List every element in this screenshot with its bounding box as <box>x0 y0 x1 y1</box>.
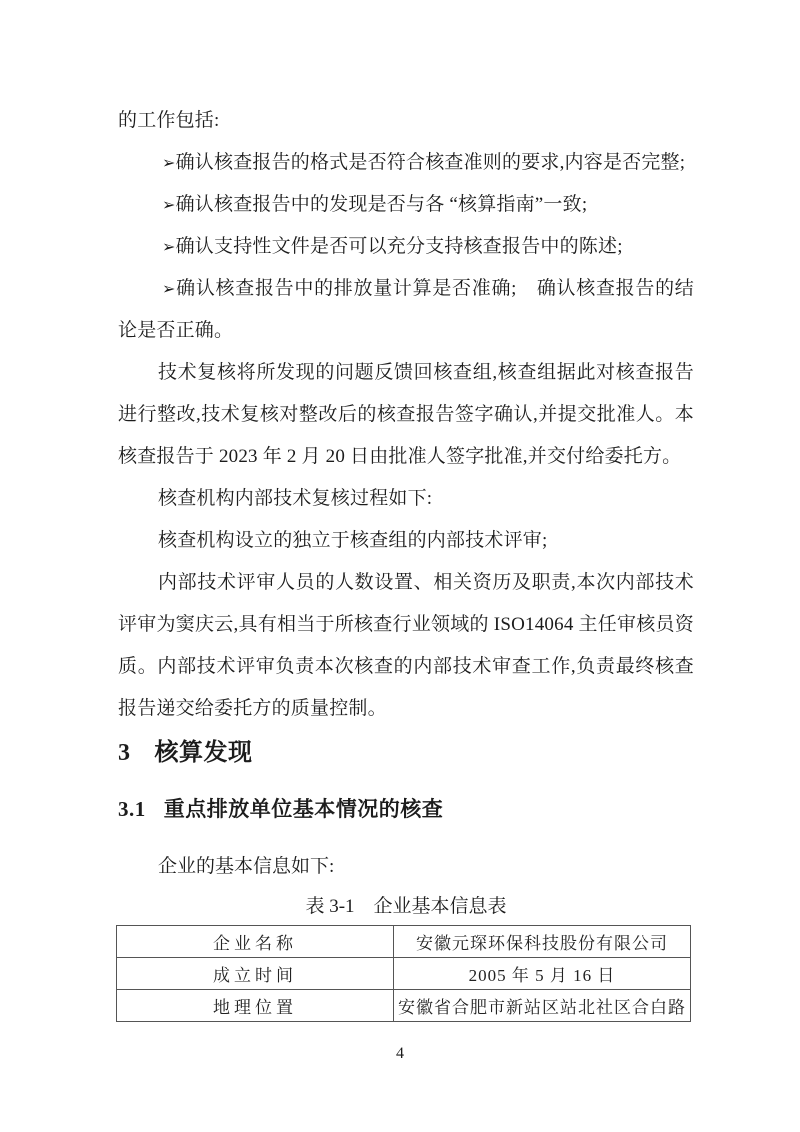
arrowhead-bullet-icon: ➢ <box>162 153 176 172</box>
bullet-item <box>118 184 694 226</box>
body-paragraph: 内部技术评审人员的人数设置、相关资历及职责,本次内部技术评审为窦庆云,具有相当于所核查行业领域的 ISO14064 主任审核员资质。内部技术评审负责本次核查的内部技术审查工作,负责最终核查报告递交给委托方的质量控制。 <box>118 572 694 719</box>
subsection-heading <box>118 794 694 824</box>
bullet-text: 确认核查报告中的发现是否与各 “核算指南”一致; <box>175 194 588 215</box>
table-row <box>117 926 691 958</box>
table-row <box>117 958 691 990</box>
subsection-title: 重点排放单位基本情况的核查 <box>163 797 444 821</box>
body-paragraph: 核查机构设立的独立于核查组的内部技术评审; <box>158 530 548 551</box>
bullet-item <box>118 142 694 184</box>
body-paragraph: 核查机构内部技术复核过程如下: <box>158 488 433 509</box>
row-value-cell: 安徽省合肥市新站区站北社区合白路 <box>394 990 691 1022</box>
bullet-text: 确认核查报告中的排放量计算是否准确; 确认核查报告的结论是否正确。 <box>118 278 694 341</box>
section-title: 核算发现 <box>154 740 253 766</box>
bullet-item <box>118 226 694 268</box>
bullet-text: 确认支持性文件是否可以充分支持核查报告中的陈述; <box>175 236 623 257</box>
subsection-number: 3.1 <box>118 797 146 821</box>
arrowhead-bullet-icon: ➢ <box>162 195 176 214</box>
arrowhead-bullet-icon: ➢ <box>162 237 176 256</box>
arrowhead-bullet-icon: ➢ <box>162 279 176 298</box>
table-intro-paragraph: 企业的基本信息如下: <box>158 856 335 877</box>
row-value-cell: 2005 年 5 月 16 日 <box>394 958 691 990</box>
continuation-paragraph: 的工作包括: <box>118 110 220 131</box>
table-row <box>117 990 691 1022</box>
section-heading <box>118 736 694 770</box>
row-label-cell: 企业名称 <box>117 926 394 958</box>
row-value-cell: 安徽元琛环保科技股份有限公司 <box>394 926 691 958</box>
row-label-cell: 地理位置 <box>117 990 394 1022</box>
row-label-cell: 成立时间 <box>117 958 394 990</box>
bullet-text: 确认核查报告的格式是否符合核查准则的要求,内容是否完整; <box>175 152 686 173</box>
section-number: 3 <box>118 740 131 766</box>
body-paragraph: 技术复核将所发现的问题反馈回核查组,核查组据此对核查报告进行整改,技术复核对整改后的核查报告签字确认,并提交批准人。本核查报告于 2023 年 2 月 20 日由批准人签字批准,并交付给委托方。 <box>118 362 694 467</box>
page-number: 4 <box>396 1045 404 1062</box>
bullet-item <box>118 268 694 352</box>
page-content <box>118 100 694 1022</box>
table-caption: 表 3-1 企业基本信息表 <box>305 896 507 917</box>
company-info-table <box>116 925 691 1022</box>
